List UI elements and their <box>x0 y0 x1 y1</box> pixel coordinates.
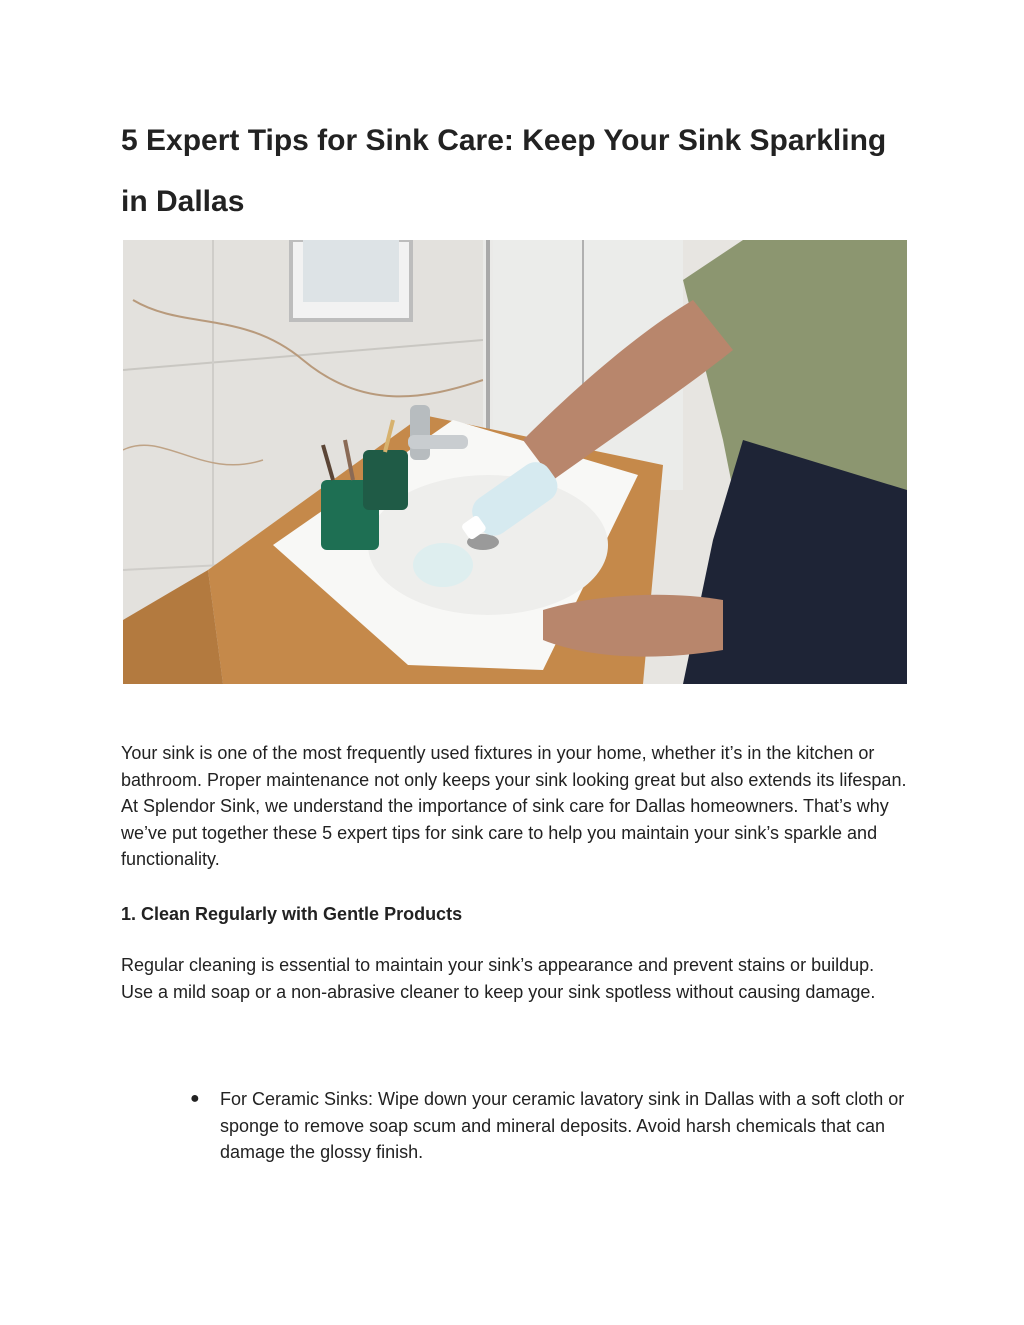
section-paragraph: Regular cleaning is essential to maintain your sink’s appearance and prevent stains or buildup. Use a mild soap or a non-abrasive cleaner to keep your sink spotless without causing damage. <box>121 955 876 1002</box>
list-item <box>186 1086 906 1166</box>
page-title: 5 Expert Tips for Sink Care: Keep Your Sink Sparkling in Dallas <box>121 124 887 218</box>
bullet-list <box>186 1086 906 1166</box>
intro-paragraph: Your sink is one of the most frequently used fixtures in your home, whether it’s in the kitchen or bathroom. Proper maintenance not only keeps your sink looking great but also extends its lifespan. At Splendor Sink, we understand the importance of sink care for Dallas homeowners. That’s why we’ve put together these 5 expert tips for sink care to help you maintain your sink’s sparkle and functionality. <box>121 743 907 869</box>
hero-image <box>123 240 907 684</box>
bullet-icon: ● <box>190 1090 200 1107</box>
list-item-text: For Ceramic Sinks: Wipe down your ceramic lavatory sink in Dallas with a soft cloth or sponge to remove soap scum and mineral deposits. Avoid harsh chemicals that can damage the glossy finish. <box>220 1089 905 1162</box>
section-heading: 1. Clean Regularly with Gentle Products <box>121 904 463 924</box>
bathroom-sink-cleaning-photo-icon <box>123 240 907 684</box>
